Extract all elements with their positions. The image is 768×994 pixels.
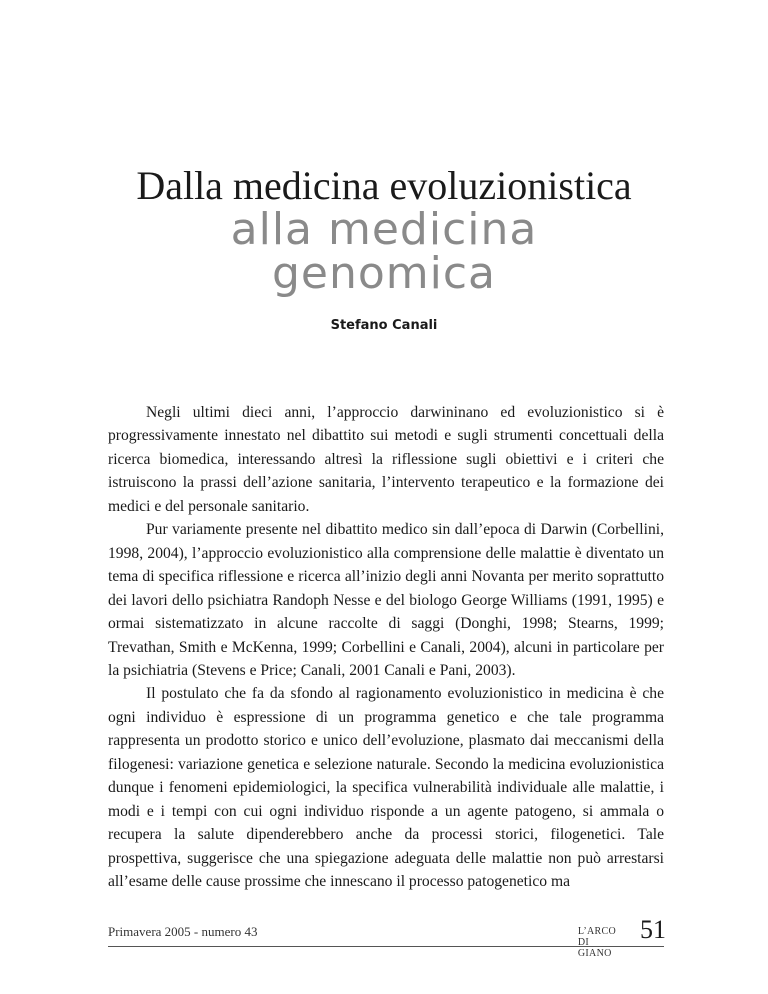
page-number: 51 <box>640 915 666 944</box>
title-line-3: genomica <box>271 248 497 299</box>
footer-issue: Primavera 2005 - numero 43 <box>108 924 258 939</box>
title-line-2: alla medicina <box>230 204 538 255</box>
page-footer <box>108 922 664 959</box>
paragraph-3: Il postulato che fa da sfondo al ragionamento evoluzionistico in medicina è che ogni individuo è espressione di un programma genetico e che tale programma rappresenta un prodotto storico e unico dell’evoluzione, plasmato dai meccanismi della filogenesi: variazione genetica e selezione naturale. Secondo la medicina evoluzionistica dunque i fenomeni epidemiologici, la specifica vulnerabilità individuale alle malattie, i modi e i tempi con cui ogni individuo risponde a un agente patogeno, si ammala o recupera la salute dipenderebbero anche da processi storici, filogenetici. Tale prospettiva, suggerisce che una spiegazione adeguata delle malattie non può arrestarsi all’esame delle cause prossime che innescano il processo patogenetico ma <box>108 685 664 891</box>
paragraph-2: Pur variamente presente nel dibattito medico sin dall’epoca di Darwin (Corbellini, 1998, 2004), l’approccio evoluzionistico alla comprensione delle malattie è diventato un tema di specifica riflessione e ricerca all’inizio degli anni Novanta per merito soprattutto dei lavori dello psichiatra Randoph Nesse e del biologo George Williams (1991, 1995) e ormai sistematizzato in alcune raccolte di saggi (Donghi, 1998; Stearns, 1999; Trevathan, Smith e McKenna, 1999; Corbellini e Canali, 2004), alcuni in particolare per la psichiatria (Stevens e Price; Canali, 2001 Canali e Pani, 2003). <box>108 521 664 679</box>
footer-journal-name: L’ARCO DI GIANO <box>577 926 616 959</box>
paragraph-1: Negli ultimi dieci anni, l’approccio darwininano ed evoluzionistico si è progressivamente innestato nel dibattito sui metodi e sugli strumenti concettuali della ricerca biomedica, interessando altresì la riflessione sugli obiettivi e i criteri che istruiscono la prassi dell’azione sanitaria, l’intervento terapeutico e la formazione dei medici e del personale sanitario. <box>108 404 664 515</box>
article-body <box>108 401 664 894</box>
author-name: Stefano Canali <box>330 318 438 333</box>
title-line-1: Dalla medicina evoluzionistica <box>136 163 632 208</box>
article-title <box>0 163 768 299</box>
